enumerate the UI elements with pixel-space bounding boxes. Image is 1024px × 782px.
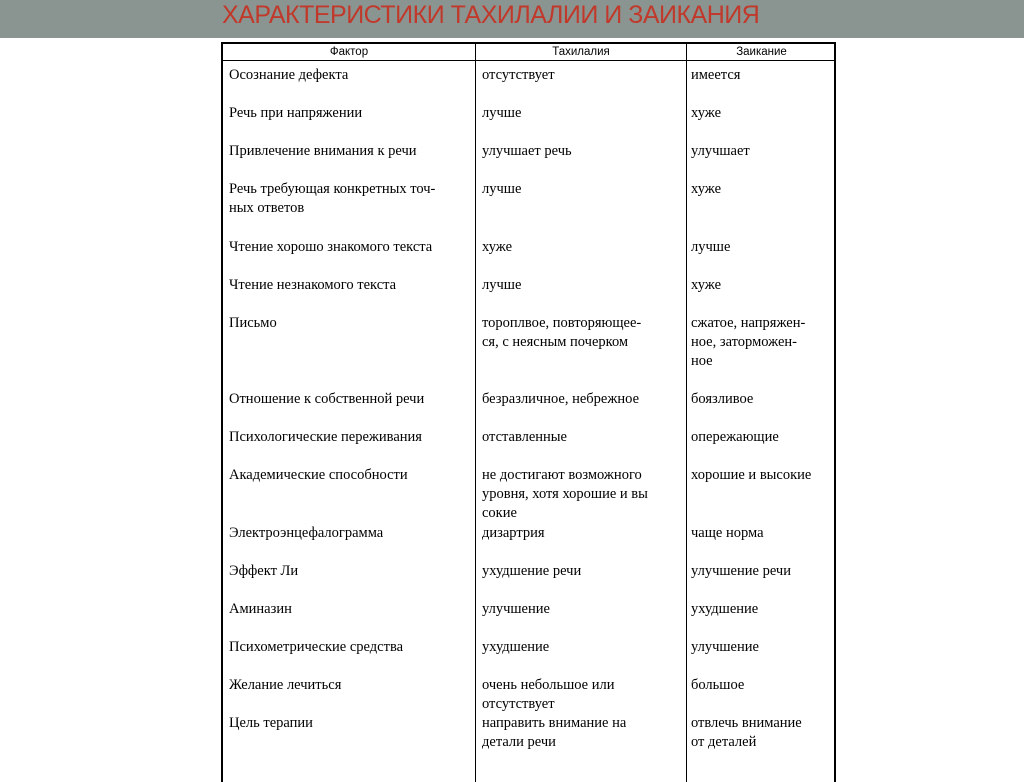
cell-factor: ных ответов	[229, 200, 305, 216]
cell-factor: Речь при напряжении	[229, 105, 363, 121]
comparison-table	[221, 42, 836, 782]
cell-stuttering: лучше	[691, 239, 731, 255]
column-divider	[475, 44, 476, 782]
cell-factor: Чтение незнакомого текста	[229, 277, 397, 293]
cell-factor: Цель терапии	[229, 715, 313, 731]
cell-tachylalia: ся, с неясным почерком	[482, 334, 629, 350]
cell-stuttering: хуже	[691, 277, 722, 293]
header-factor: Фактор	[329, 46, 369, 58]
cell-stuttering: боязливое	[691, 391, 754, 407]
cell-factor: Письмо	[229, 315, 277, 331]
cell-stuttering: хорошие и высокие	[691, 467, 812, 483]
cell-tachylalia: отсутствует	[482, 696, 555, 712]
cell-stuttering: сжатое, напряжен-	[691, 315, 806, 331]
cell-factor: Академические способности	[229, 467, 408, 483]
cell-factor: Психометрические средства	[229, 639, 404, 655]
cell-factor: Электроэнцефалограмма	[229, 525, 384, 541]
cell-tachylalia: очень небольшое или	[482, 677, 615, 693]
cell-stuttering: хуже	[691, 105, 722, 121]
cell-stuttering: улучшение	[691, 639, 759, 655]
header-tachylalia: Тахилалия	[552, 46, 610, 58]
slide-title: ХАРАКТЕРИСТИКИ ТАХИЛАЛИИ И ЗАИКАНИЯ	[222, 1, 760, 29]
cell-tachylalia: улучшение	[482, 601, 550, 617]
cell-factor: Аминазин	[229, 601, 292, 617]
cell-tachylalia: отставленные	[482, 429, 567, 445]
cell-stuttering: ное	[691, 353, 713, 369]
cell-factor: Осознание дефекта	[229, 67, 349, 83]
cell-factor: Привлечение внимания к речи	[229, 143, 417, 159]
cell-tachylalia: улучшает речь	[482, 143, 572, 159]
header-divider	[223, 60, 834, 61]
cell-stuttering: хуже	[691, 181, 722, 197]
cell-factor: Эффект Ли	[229, 563, 299, 579]
cell-tachylalia: сокие	[482, 505, 517, 521]
cell-factor: Желание лечиться	[229, 677, 342, 693]
cell-factor: Речь требующая конкретных точ-	[229, 181, 436, 197]
cell-tachylalia: безразличное, небрежное	[482, 391, 640, 407]
cell-tachylalia: лучше	[482, 181, 522, 197]
cell-tachylalia: ухудшение	[482, 639, 550, 655]
title-bar	[0, 0, 1024, 38]
cell-tachylalia: дизартрия	[482, 525, 545, 541]
cell-stuttering: от деталей	[691, 734, 757, 750]
cell-stuttering: имеется	[691, 67, 741, 83]
cell-tachylalia: тороплвое, повторяющее-	[482, 315, 642, 331]
cell-factor: Чтение хорошо знакомого текста	[229, 239, 433, 255]
cell-tachylalia: детали речи	[482, 734, 556, 750]
cell-tachylalia: лучше	[482, 105, 522, 121]
cell-factor: Отношение к собственной речи	[229, 391, 425, 407]
cell-tachylalia: уровня, хотя хорошие и вы	[482, 486, 648, 502]
cell-tachylalia: отсутствует	[482, 67, 555, 83]
cell-stuttering: улучшение речи	[691, 563, 791, 579]
cell-tachylalia: хуже	[482, 239, 513, 255]
cell-stuttering: отвлечь внимание	[691, 715, 802, 731]
cell-tachylalia: ухудшение речи	[482, 563, 582, 579]
cell-tachylalia: не достигают возможного	[482, 467, 642, 483]
cell-tachylalia: лучше	[482, 277, 522, 293]
cell-stuttering: ухудшение	[691, 601, 759, 617]
cell-tachylalia: направить внимание на	[482, 715, 627, 731]
column-divider	[686, 44, 687, 782]
cell-factor: Психологические переживания	[229, 429, 422, 445]
header-stuttering: Заикание	[736, 46, 787, 58]
cell-stuttering: улучшает	[691, 143, 750, 159]
cell-stuttering: чаще норма	[691, 525, 764, 541]
cell-stuttering: ное, заторможен-	[691, 334, 798, 350]
cell-stuttering: большое	[691, 677, 745, 693]
cell-stuttering: опережающие	[691, 429, 779, 445]
